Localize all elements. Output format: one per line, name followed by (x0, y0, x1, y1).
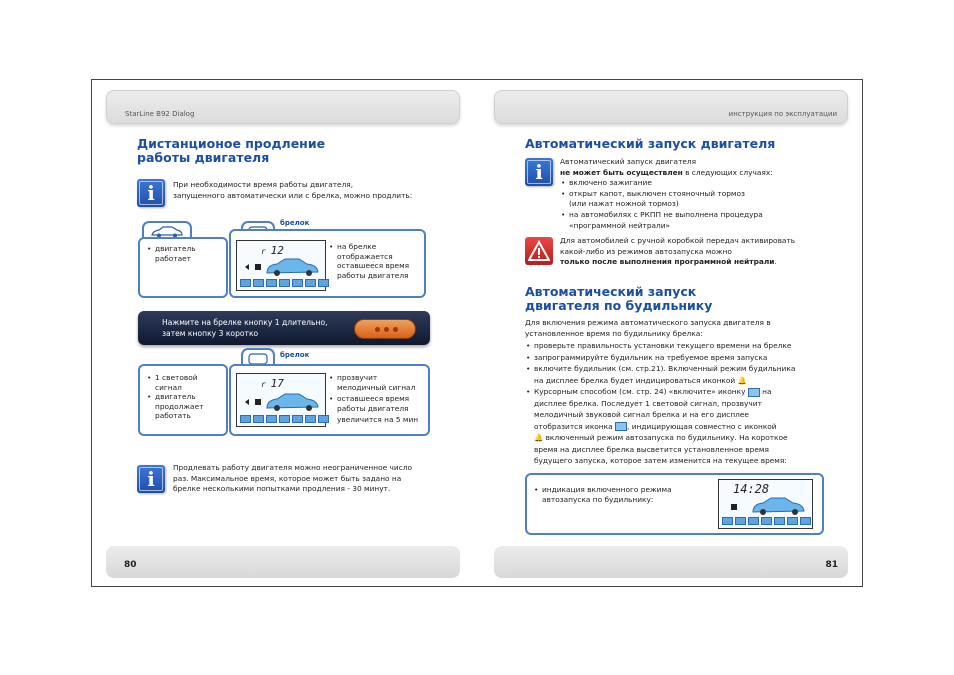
list-item: • проверьте правильность установки текущего времени на брелке (525, 340, 845, 352)
header-title: инструкция по эксплуатации (728, 110, 837, 118)
car-status-panel (138, 237, 228, 298)
command-text: Нажмите на брелке кнопку 1 длительно, затем кнопку 3 коротко (162, 318, 328, 338)
fob-status-list-2 (328, 373, 418, 425)
alarm-instructions: Для включения режима автоматического запуска двигателя в установленное время по будильнику брелка: • проверьте правильность установки текущего времени на брелке • запрограммируйте будильник на требуемое время запуска • включите будильник (см. стр.21). Включенный режим будильника на дисплее брелка будет индицироваться иконкой 🔔 • Курсорным способом (см. стр. 24) «включите» иконку на дисплее брелка. Последует 1 световой сигнал, прозвучит мелодичный звуковой сигнал брелка и на его дисплее отобразится иконка , индицирующая совместно с иконкой 🔔 включенный режим автозапуска по будильнику. На короткое время на дисплее брелка высветится установленное время будущего запуска, которое затем изменится на текущее время: (525, 318, 845, 467)
document-spread (91, 79, 863, 587)
lcd-status-icons (240, 415, 329, 423)
lcd-status-icons (240, 279, 329, 287)
indicator-list (533, 485, 672, 505)
list-item: • 1 световой сигнал (146, 373, 203, 392)
list-item: • включите будильник (см. стр.21). Включенный режим будильника на дисплее брелка будет индицироваться иконкой 🔔 (525, 363, 845, 386)
command-instruction (138, 311, 430, 345)
lcd-readout-2: r 17 (261, 377, 284, 390)
car-image (241, 390, 321, 412)
fob-label: брелок (280, 219, 310, 227)
page-header (106, 90, 460, 124)
info-text: Автоматический запуск двигателя не может быть осуществлен в следующих случаях: • включено зажигание • открыт капот, выключен стояночный тормоз (или нажат ножной тормоз) • на автомобилях с РКПП не выполнена процедура «программной нейтрали» (560, 157, 773, 231)
list-item: • прозвучит мелодичный сигнал (328, 373, 418, 394)
list-item: • Курсорным способом (см. стр. 24) «включите» иконку на дисплее брелка. Последует 1 световой сигнал, прозвучит мелодичный звуковой сигнал брелка и на его дисплее отобразится иконка , индицирующая совместно с иконкой 🔔 включенный режим автозапуска по будильнику. На короткое время на дисплее брелка высветится установленное время будущего запуска, которое затем изменится на текущее время: (525, 386, 845, 467)
lcd-readout: r 12 (261, 244, 284, 257)
intro-text: При необходимости время работы двигателя, запущенного автоматически или с брелка, можно продлить: (173, 180, 413, 200)
list-item: • открыт капот, выключен стояночный тормоз (или нажат ножной тормоз) (560, 189, 773, 210)
section-title-2: Автоматический запуск двигателя по будильнику (525, 284, 713, 313)
bell-icon: 🔔 (534, 433, 544, 443)
info-icon: i (525, 158, 553, 186)
fob-display-panel (229, 229, 426, 298)
info-icon: i (137, 179, 165, 207)
car-image (241, 255, 321, 277)
car-status-list (146, 244, 196, 263)
lcd-status-icons (722, 517, 811, 525)
list-item: • оставшееся время работы двигателя увеличится на 5 мин (328, 394, 418, 425)
car-status-panel-2 (138, 364, 228, 436)
list-item: • индикация включенного режима автозапуска по будильнику: (533, 485, 672, 505)
header-title: StarLine B92 Dialog (125, 110, 195, 118)
fob-lcd-3 (718, 479, 813, 529)
list-item: • на брелке отображается оставшееся время работы двигателя (328, 242, 409, 280)
alarm-autostart-icon (615, 422, 627, 431)
info-icon: i (137, 465, 165, 493)
page-footer (494, 546, 848, 578)
conditions-list (560, 178, 773, 231)
page-footer (106, 546, 460, 578)
lcd-clock: 14:28 (733, 482, 770, 496)
list-item: • двигатель продолжает работать (146, 392, 203, 421)
bell-icon: 🔔 (737, 375, 747, 385)
page-number: 80 (124, 560, 137, 570)
warning-icon (525, 237, 553, 265)
page-number: 81 (825, 560, 838, 570)
list-item: • двигатель работает (146, 244, 196, 263)
list-item: • на автомобилях с РКПП не выполнена процедура «программной нейтрали» (560, 210, 773, 231)
page-80 (92, 80, 478, 586)
alarm-indicator-panel (525, 473, 824, 535)
fob-lcd (236, 240, 326, 291)
car-status-list-2 (146, 373, 203, 421)
car-image (727, 494, 807, 516)
fob-status-list (328, 242, 409, 280)
list-item: • включено зажигание (560, 178, 773, 189)
section-title: Дистанционое продление работы двигателя (137, 136, 326, 165)
fob-lcd-2 (236, 373, 326, 427)
alarm-autostart-icon (748, 388, 760, 397)
page-header (494, 90, 848, 124)
steps-list (525, 340, 845, 467)
section-title: Автоматический запуск двигателя (525, 136, 776, 151)
page-81 (478, 80, 862, 586)
keyfob-image (354, 319, 416, 339)
fob-display-panel-2 (229, 364, 430, 436)
fob-label-2: брелок (280, 351, 310, 359)
warning-text: Для автомобилей с ручной коробкой передач активировать какой-либо из режимов автозапуска можно только после выполнения программной нейтрали. (560, 236, 796, 267)
list-item: • запрограммируйте будильник на требуемое время запуска (525, 352, 845, 364)
note-text: Продлевать работу двигателя можно неограниченное число раз. Максимальное время, которое может быть задано на брелке несколькими попытками продления - 30 минут. (173, 463, 412, 494)
